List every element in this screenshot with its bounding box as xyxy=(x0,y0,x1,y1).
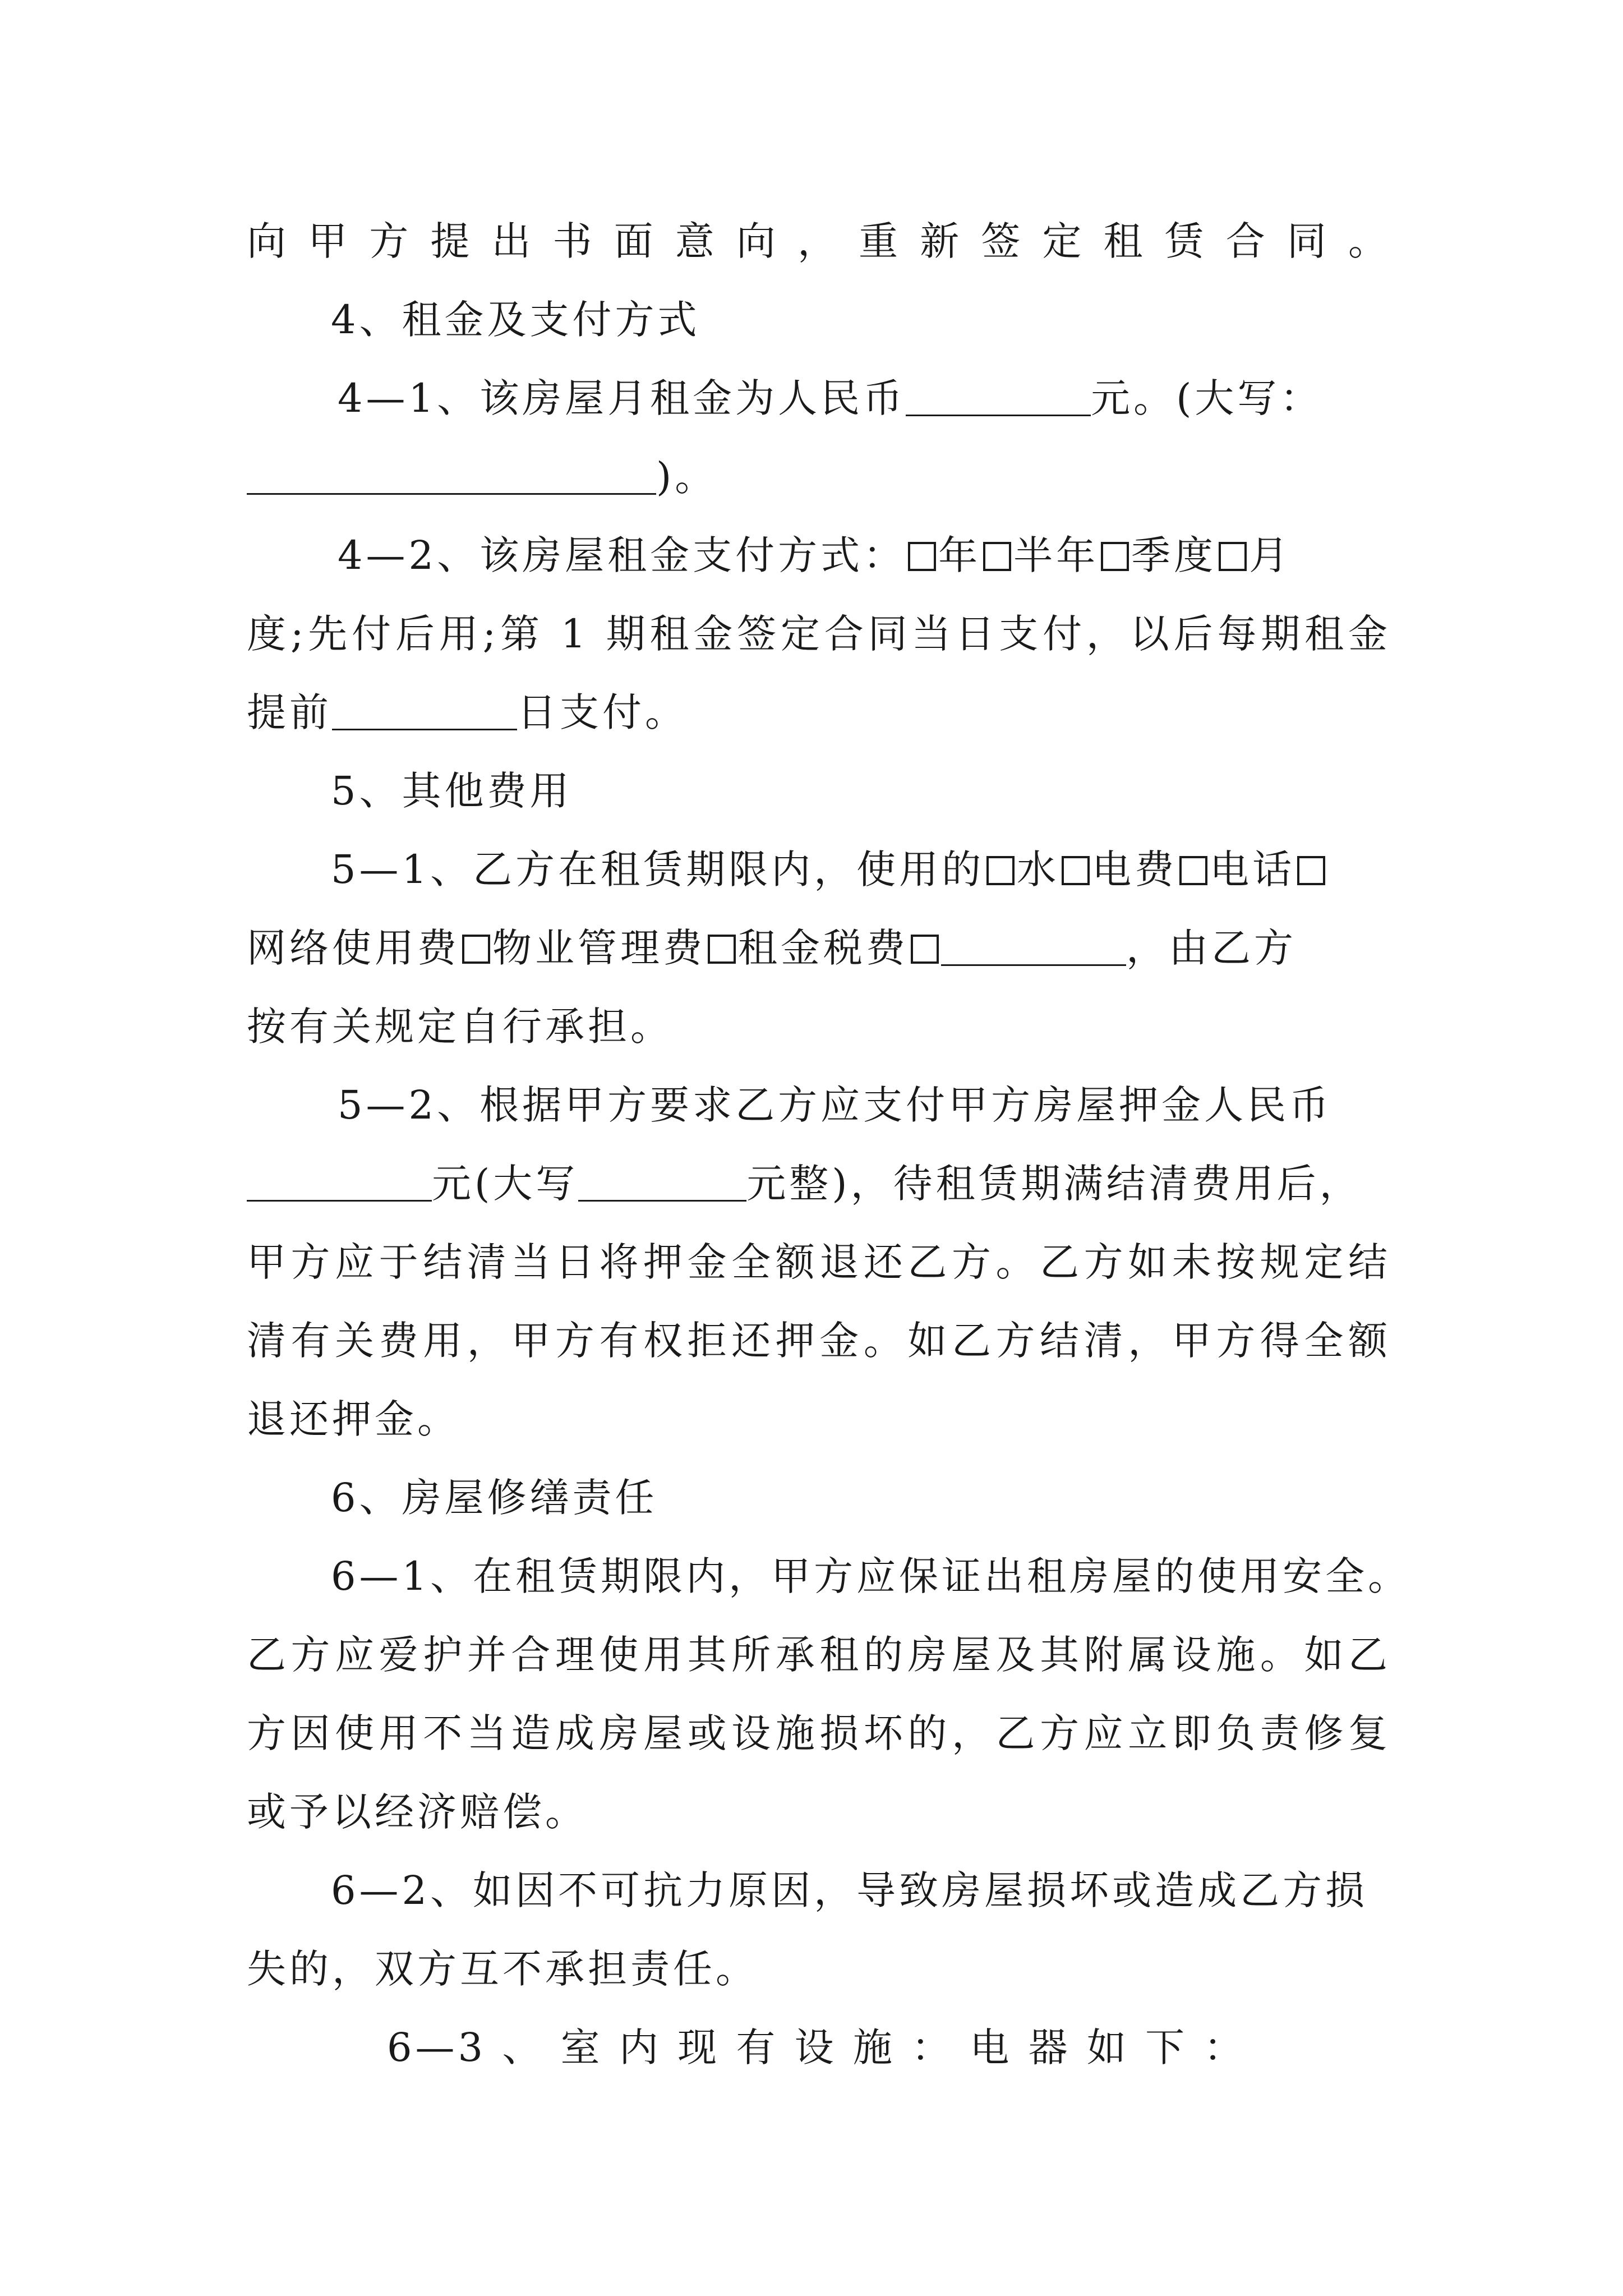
clause-4-1-line xyxy=(247,438,1391,516)
section-heading-rent: 4、租金及支付方式 xyxy=(331,297,700,343)
checkbox-square-icon[interactable] xyxy=(1179,856,1207,885)
clause-text: 元。(大写： xyxy=(1091,375,1323,421)
fill-blank-deposit-in-words[interactable] xyxy=(578,1161,746,1202)
clause-text: 4—2、该房屋租金支付方式： xyxy=(338,532,906,578)
checkbox-square-icon[interactable] xyxy=(1101,542,1129,571)
fill-blank-deposit-amount[interactable] xyxy=(247,1161,432,1202)
section-heading-other-fees: 5、其他费用 xyxy=(331,768,573,814)
clause-text: )。 xyxy=(656,454,718,500)
paragraph-line: 退还押金。 xyxy=(247,1396,460,1442)
paragraph-line: 乙方应爱护并合理使用其所承租的房屋及其附属设施。如乙 xyxy=(247,1632,1391,1678)
option-label: 电话 xyxy=(1210,846,1295,892)
paragraph-line: 度;先付后用;第 1 期租金签定合同当日支付，以后每期租金 xyxy=(247,611,1391,657)
paragraph-line: 失的，双方互不承担责任。 xyxy=(247,1946,758,1992)
clause-4-1-line xyxy=(338,359,1391,438)
paragraph-line: 6—1、在租赁期限内，甲方应保证出租房屋的使用安全。 xyxy=(331,1553,1411,1599)
fill-blank-other-fee[interactable] xyxy=(941,925,1126,966)
checkbox-square-icon[interactable] xyxy=(983,542,1011,571)
checkbox-square-icon[interactable] xyxy=(708,935,736,964)
checkbox-square-icon[interactable] xyxy=(908,542,936,571)
checkbox-square-icon[interactable] xyxy=(1062,856,1090,885)
option-label: 月 xyxy=(1249,532,1292,578)
checkbox-square-icon[interactable] xyxy=(986,856,1015,885)
paragraph-line: 清有关费用，甲方有权拒还押金。如乙方结清，甲方得全额 xyxy=(247,1318,1391,1364)
clause-5-1-line xyxy=(331,830,1391,909)
clause-text: 元(大写 xyxy=(432,1161,579,1207)
clause-text: 5—1、乙方在租赁期限内，使用的 xyxy=(331,846,985,892)
option-label: 水 xyxy=(1017,846,1060,892)
clause-text: ，由乙方 xyxy=(1126,925,1297,971)
clause-4-2-line xyxy=(247,673,1391,752)
paragraph-line: 6—2、如因不可抗力原因，导致房屋损坏或造成乙方损 xyxy=(331,1867,1368,1913)
checkbox-square-icon[interactable] xyxy=(911,935,939,964)
clause-text: 日支付。 xyxy=(517,689,688,735)
clause-text: 提前 xyxy=(247,689,332,735)
option-label: 年 xyxy=(938,532,981,578)
fill-blank-rent-in-words[interactable] xyxy=(247,454,656,495)
checkbox-square-icon[interactable] xyxy=(1219,542,1247,571)
clause-5-1-line xyxy=(247,909,1391,987)
paragraph-line: 6—3 、 室 内 现 有 设 施 ： 电 器 如 下 ： xyxy=(387,2024,1247,2070)
paragraph-line: 或予以经济赔偿。 xyxy=(247,1789,588,1835)
paragraph-line: 5—2、根据甲方要求乙方应支付甲方房屋押金人民币 xyxy=(338,1082,1332,1128)
checkbox-square-icon[interactable] xyxy=(1297,856,1325,885)
option-label: 半年 xyxy=(1013,532,1099,578)
option-label: 电费 xyxy=(1092,846,1178,892)
section-heading-repairs: 6、房屋修缮责任 xyxy=(331,1475,658,1521)
paragraph-line: 按有关规定自行承担。 xyxy=(247,1004,673,1050)
clause-text: 元整)，待租赁期满结清费用后， xyxy=(746,1161,1362,1207)
fill-blank-days-in-advance[interactable] xyxy=(332,689,517,730)
option-label: 物业管理费 xyxy=(492,925,706,971)
option-label: 租金税费 xyxy=(738,925,909,971)
option-label: 网络使用费 xyxy=(247,925,460,971)
paragraph-line: 方因使用不当造成房屋或设施损坏的，乙方应立即负责修复 xyxy=(247,1710,1391,1756)
clause-4-2-line xyxy=(338,516,1391,595)
clause-5-2-line xyxy=(247,1144,1391,1223)
fill-blank-monthly-rent[interactable] xyxy=(906,375,1091,416)
option-label: 季度 xyxy=(1131,532,1217,578)
paragraph-line: 甲方应于结清当日将押金全额退还乙方。乙方如未按规定结 xyxy=(247,1239,1391,1285)
checkbox-square-icon[interactable] xyxy=(462,935,490,964)
paragraph-line: 向甲方提出书面意向，重新签定租赁合同。 xyxy=(247,218,1391,264)
clause-text: 4—1、该房屋月租金为人民币 xyxy=(338,375,906,421)
